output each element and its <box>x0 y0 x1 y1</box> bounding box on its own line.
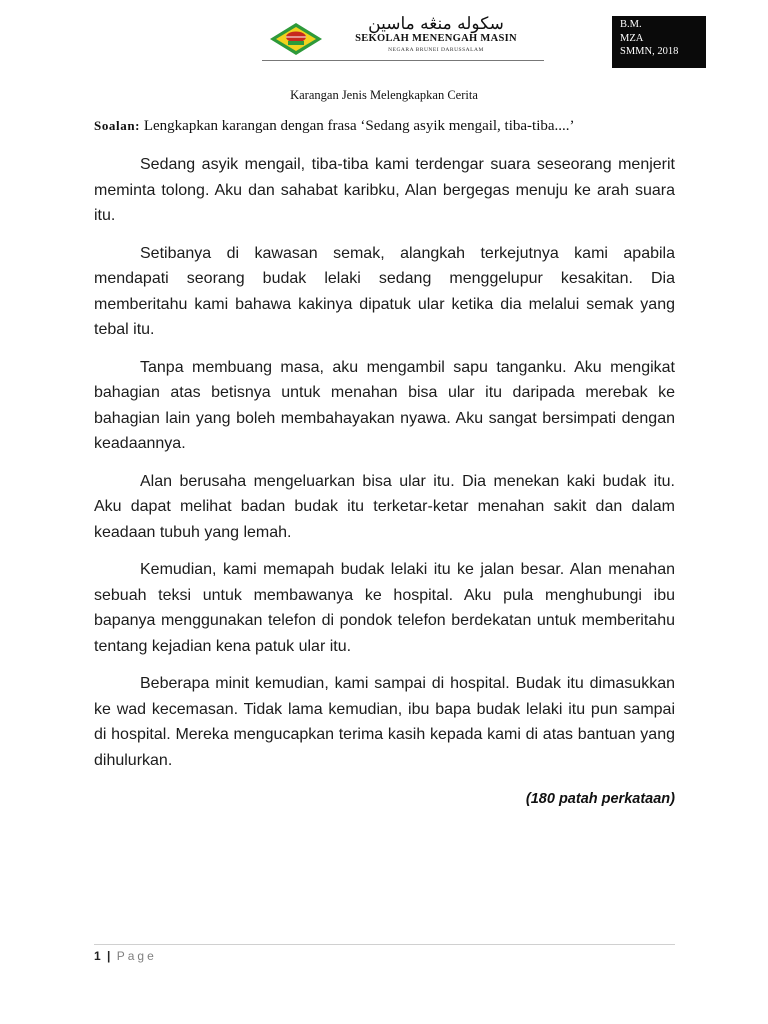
word-count <box>380 791 675 807</box>
word-count-open: ( <box>525 791 531 807</box>
page-number: 1 <box>94 949 101 963</box>
question <box>94 118 694 135</box>
stamp-line: B.M. <box>620 19 642 30</box>
school-name: SEKOLAH MENENGAH MASIN <box>355 33 517 44</box>
essay-paragraph: Setibanya di kawasan semak, alangkah terkejutnya kami apabila mendapati seorang budak lelaki sedang menggelupur kesakitan. Dia memberitahu kami bahawa kakinya dipatuk ular ketika dia melalui semak yang tebal itu. <box>94 244 675 338</box>
school-crest-icon <box>268 22 324 56</box>
word-count-text: 180 patah perkataan <box>530 791 671 807</box>
school-name-arabic: سکوله منڠه ماسين <box>368 14 504 34</box>
page-footer <box>94 949 157 963</box>
essay-paragraph: Sedang asyik mengail, tiba-tiba kami terdengar suara seseorang menjerit meminta tolong. Aku dan sahabat karibku, Alan bergegas menuju ke arah suara itu. <box>94 156 675 224</box>
question-text: Lengkapkan karangan dengan frasa ‘Sedang asyik mengail, tiba-tiba....’ <box>143 118 575 134</box>
page-separator: | <box>107 949 111 963</box>
question-label: Soalan: <box>94 118 141 133</box>
school-location: NEGARA BRUNEI DARUSSALAM <box>388 47 484 53</box>
essay-paragraph: Beberapa minit kemudian, kami sampai di hospital. Budak itu dimasukkan ke wad kecemasan. Tidak lama kemudian, ibu bapa budak lelaki itu pun sampai di hospital. Mereka mengucapkan terima kasih kepada kami di atas bantuan yang dihulurkan. <box>94 675 675 769</box>
author-stamp <box>612 16 706 68</box>
stamp-line: SMMN, 2018 <box>620 46 679 57</box>
footer-divider <box>94 944 675 945</box>
essay-paragraph: Alan berusaha mengeluarkan bisa ular itu. Dia menekan kaki budak itu. Aku dapat melihat badan budak itu terketar-ketar menahan sakit dan dalam keadaan tubuh yang lemah. <box>94 472 675 541</box>
page-label: Page <box>116 949 157 963</box>
essay-body <box>94 152 675 785</box>
essay-paragraph: Tanpa membuang masa, aku mengambil sapu tanganku. Aku mengikat bahagian atas betisnya untuk menahan bisa ular itu daripada merebak ke bahagian lain yang boleh membahayakan nyawa. Aku sangat bersimpati dengan keadaannya. <box>94 358 675 452</box>
word-count-close: ) <box>670 791 675 807</box>
essay-paragraph: Kemudian, kami memapah budak lelaki itu ke jalan besar. Alan menahan sebuah teksi untuk membawanya ke hospital. Aku pula menghubungi ibu bapanya menggunakan telefon di pondok telefon berdekatan untuk memberitahu tentang kejadian kena patuk ular itu. <box>94 561 675 655</box>
stamp-line: MZA <box>620 32 644 44</box>
header-divider <box>262 60 544 61</box>
document-title: Karangan Jenis Melengkapkan Cerita <box>290 88 478 102</box>
